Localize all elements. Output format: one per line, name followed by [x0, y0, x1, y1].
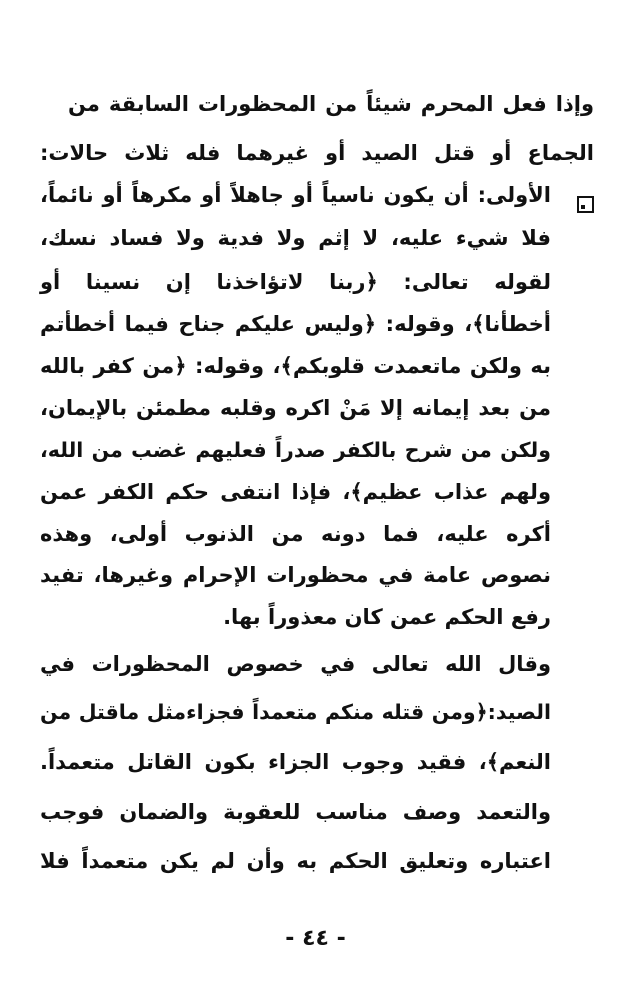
page-number: - ٤٤ - — [285, 926, 346, 951]
text-line-15: الصيد:﴿ومن قتله منكم متعمداً فجزاءمثل ماقتل من — [40, 700, 551, 724]
text-line-18: اعتباره وتعليق الحكم به وأن لم يكن متعمداً فلا — [40, 849, 551, 873]
text-line-16: النعم﴾، فقيد وجوب الجزاء بكون القاتل متعمداً. — [40, 750, 551, 774]
text-line-1: وإذا فعل المحرم شيئاً من المحظورات السابقة من — [68, 92, 594, 116]
text-line-9: ولكن من شرح بالكفر صدراً فعليهم غضب من الله، — [40, 438, 551, 462]
text-line-2: الجماع أو قتل الصيد أو غيرهما فله ثلاث حالات: — [40, 141, 594, 165]
text-line-17: والتعمد وصف مناسب للعقوبة والضمان فوجب — [40, 800, 551, 824]
text-line-5: لقوله تعالى: ﴿ربنا لاتؤاخذنا إن نسينا أو — [40, 270, 551, 294]
text-line-14: وقال الله تعالى في خصوص المحظورات في — [40, 652, 551, 676]
text-line-6: أخطأنا﴾، وقوله: ﴿وليس عليكم جناح فيما أخطأتم — [40, 312, 551, 336]
text-line-3: الأولى: أن يكون ناسياً أو جاهلاً أو مكرهاً أو نائماً، — [40, 183, 551, 207]
checkbox-icon — [577, 196, 594, 213]
text-line-4: فلا شيء عليه، لا إثم ولا فدية ولا فساد نسك، — [40, 226, 551, 250]
text-line-13: رفع الحكم عمن كان معذوراً بها. — [223, 605, 551, 629]
text-line-7: به ولكن ماتعمدت قلوبكم﴾، وقوله: ﴿من كفر بالله — [40, 354, 551, 378]
text-line-8: من بعد إيمانه إلا مَنْ اكره وقلبه مطمئن بالإيمان، — [40, 396, 551, 420]
text-line-10: ولهم عذاب عظيم﴾، فإذا انتفى حكم الكفر عمن — [40, 480, 551, 504]
text-line-11: أكره عليه، فما دونه من الذنوب أولى، وهذه — [40, 522, 551, 546]
text-line-12: نصوص عامة في محظورات الإحرام وغيرها، تفيد — [40, 563, 551, 587]
